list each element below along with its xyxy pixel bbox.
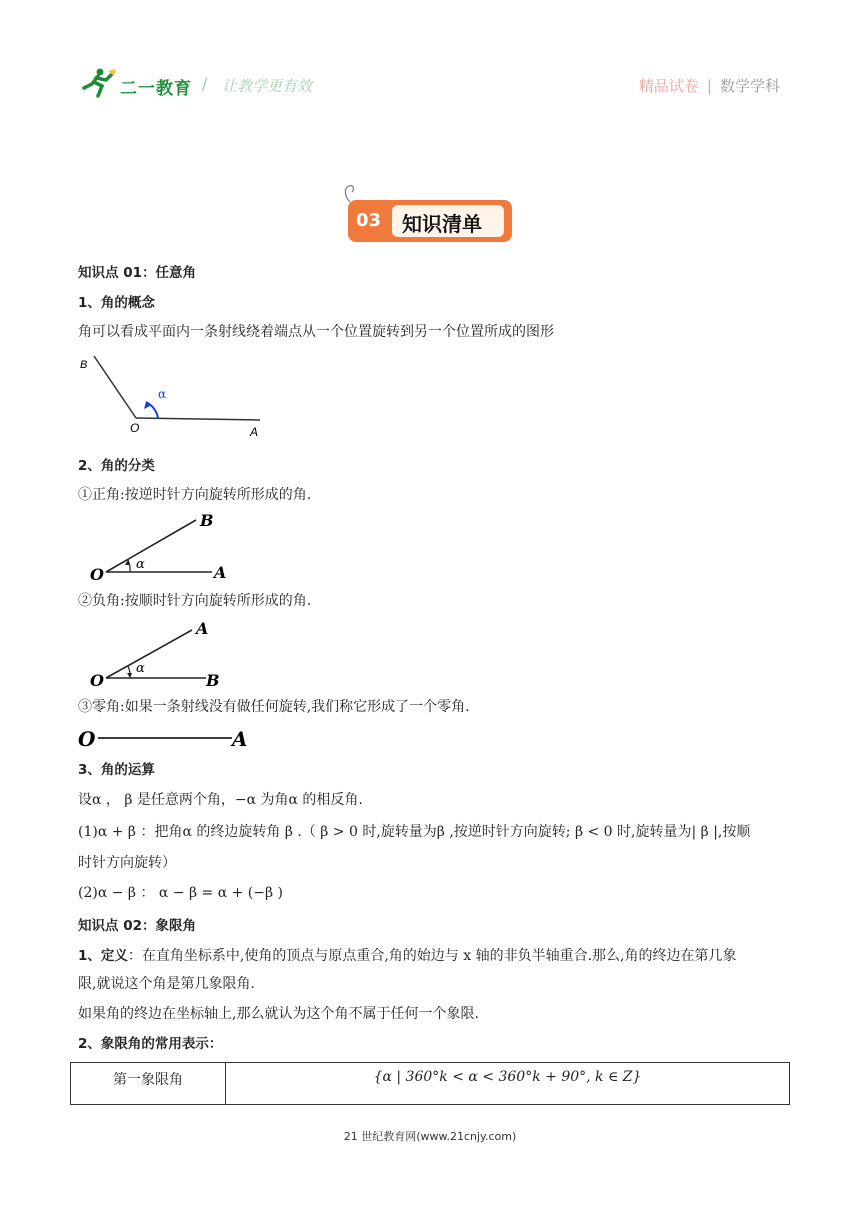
brand-name: 二一教育 [120, 79, 192, 99]
section-badge [348, 200, 512, 242]
angle-concept-figure [74, 350, 274, 442]
kp2-definition-line1 [78, 946, 737, 966]
operation-1-line2: 时针方向旋转） [78, 855, 176, 871]
fig2-label-b: B [200, 511, 214, 530]
badge-title: 知识清单 [402, 212, 482, 236]
fig1-label-b: B [80, 359, 88, 371]
negative-angle-text: ②负角:按顺时针方向旋转所形成的角. [78, 593, 312, 609]
kp1-s1-body: 角可以看成平面内一条射线绕着端点从一个位置旋转到另一个位置所成的图形 [78, 324, 554, 340]
runner-logo-icon [80, 68, 120, 98]
badge-number: 03 [356, 210, 382, 231]
positive-angle-text: ①正角:按逆时针方向旋转所形成的角. [78, 487, 312, 503]
kp2-s2-title: 2、象限角的常用表示： [78, 1036, 223, 1052]
negative-angle-figure [88, 618, 238, 690]
operation-2: (2)α − β ： α − β = α + (−β ) [78, 885, 284, 901]
kp1-s3-title: 3、角的运算 [78, 762, 155, 778]
fig3-label-alpha: α [136, 661, 145, 676]
fig1-label-a: A [250, 425, 259, 439]
kp1-title: 知识点 01：任意角 [78, 265, 196, 281]
fig2-label-a: A [214, 563, 227, 582]
fig2-label-o: O [90, 565, 104, 582]
fig2-label-alpha: α [136, 557, 145, 572]
fig1-label-alpha: α [158, 387, 167, 401]
quadrant-angle-table [70, 1062, 790, 1105]
fig3-label-o: O [90, 671, 104, 690]
header-slash: / [202, 74, 208, 93]
header-subject-label: 数学学科 [719, 77, 780, 95]
fig3-label-a: A [196, 619, 209, 638]
brand-slogan: 让教学更有效 [222, 77, 313, 95]
header-right [639, 75, 780, 96]
positive-angle-figure [88, 510, 238, 582]
table-row [71, 1063, 790, 1105]
fig1-label-o: O [130, 421, 140, 435]
kp1-s2-title: 2、角的分类 [78, 458, 155, 474]
kp2-definition-line3: 如果角的终边在坐标轴上,那么就认为这个角不属于任何一个象限. [78, 1006, 479, 1022]
footer-source: 21 世纪教育网(www.21cnjy.com) [343, 1130, 517, 1143]
definition-label: 1、定义 [78, 948, 128, 964]
kp1-s1-title: 1、角的概念 [78, 295, 155, 311]
header-separator: | [706, 77, 712, 95]
operation-intro: 设α ， β 是任意两个角，−α 为角α 的相反角. [78, 792, 363, 808]
zero-angle-text: ③零角:如果一条射线没有做任何旋转,我们称它形成了一个零角. [78, 699, 470, 715]
kp2-definition-line2: 限,就说这个角是第几象限角. [78, 976, 255, 992]
fig4-label-a: A [232, 727, 248, 751]
table-cell-name: 第一象限角 [71, 1063, 226, 1105]
fig4-label-o: O [78, 727, 96, 751]
kp2-title: 知识点 02：象限角 [78, 918, 196, 934]
table-cell-expr: {α | 360°k < α < 360°k + 90°, k ∈ Z} [226, 1063, 790, 1105]
zero-angle-figure [76, 722, 256, 752]
header-paper-label: 精品试卷 [638, 77, 699, 95]
fig3-label-b: B [206, 671, 220, 690]
operation-1-line1: (1)α + β ：把角α 的终边旋转角 β .（ β > 0 时,旋转量为β ,按逆时针方向旋转; β < 0 时,旋转量为| β |,按顺 [78, 824, 751, 840]
definition-text: ：在直角坐标系中,使角的顶点与原点重合,角的始边与 x 轴的非负半轴重合.那么,角的终边在第几象 [127, 948, 737, 964]
